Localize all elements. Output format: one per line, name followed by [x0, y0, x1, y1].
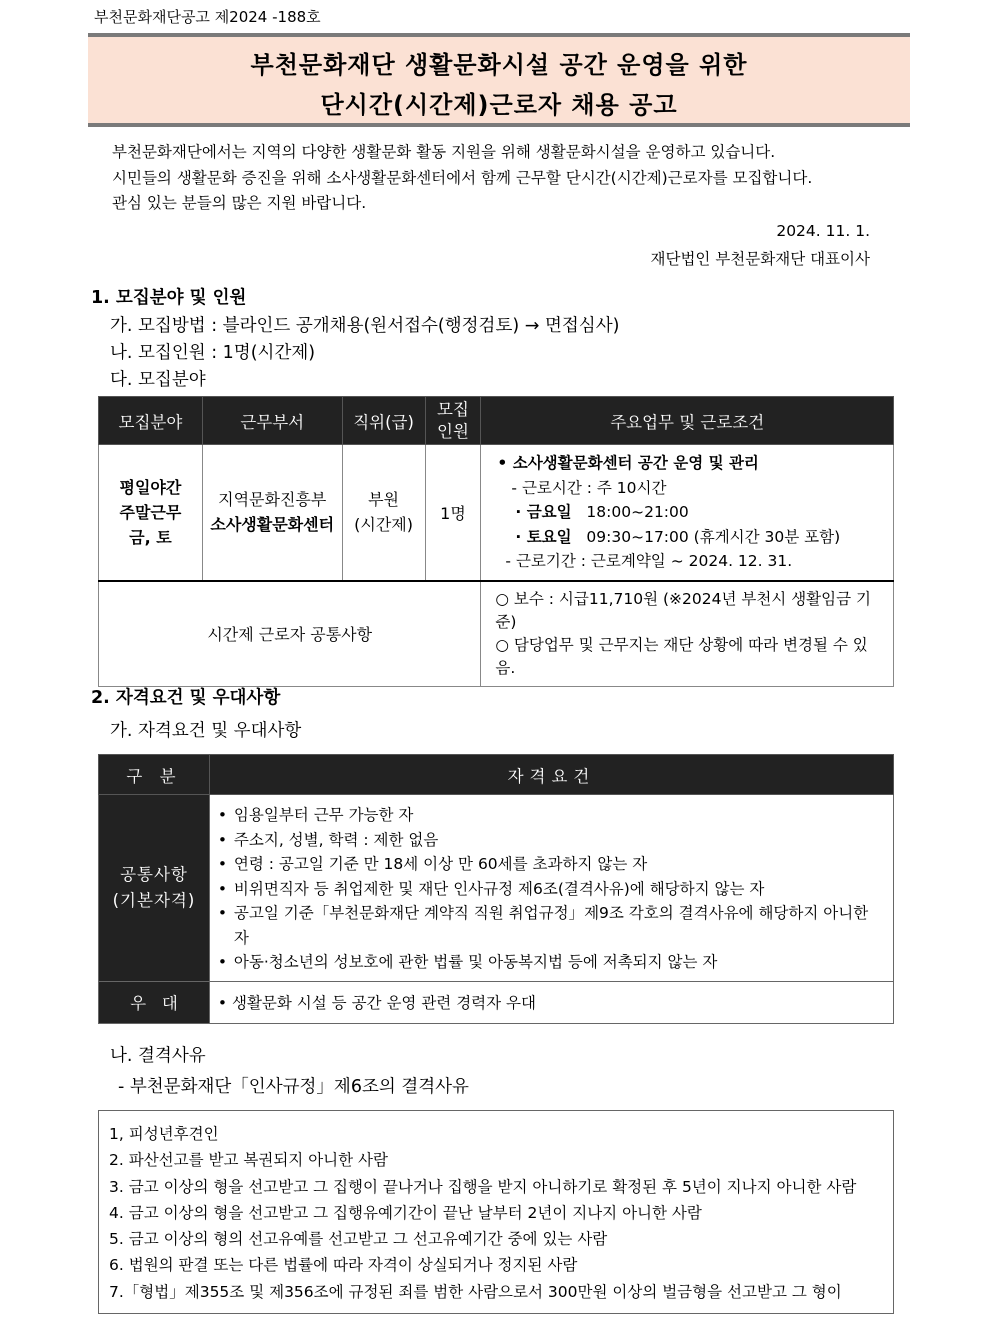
- col-header-position: 직위(급): [342, 397, 425, 445]
- title-line-2: 단시간(시간제)근로자 채용 공고: [320, 91, 678, 119]
- announcement-date: 2024. 11. 1.: [776, 222, 870, 240]
- preference-cell: • 생활문화 시설 등 공간 운영 관련 경력자 우대: [209, 981, 893, 1023]
- title-banner: [88, 33, 910, 127]
- disqualification-list: [98, 1110, 894, 1314]
- list-item: 1, 피성년후견인: [109, 1125, 219, 1143]
- preference-label: 우 대: [99, 981, 210, 1023]
- position-cell: 부원 (시간제): [342, 445, 425, 581]
- section-2-heading: 2. 자격요건 및 우대사항: [91, 688, 281, 708]
- table-header-row: [99, 755, 894, 795]
- list-item: 3. 금고 이상의 형을 선고받고 그 집행이 끝나거나 집행을 받지 아니하기로 확정된 후 5년이 지나지 아니한 사람: [109, 1177, 857, 1196]
- qualification-table: [98, 754, 894, 1024]
- col-header-field: 모집분야: [99, 397, 203, 445]
- requirements-cell: [209, 795, 893, 982]
- list-item: • 비위면직자 등 취업제한 및 재단 인사규정 제6조(결격사유)에 해당하지 않는 자: [218, 877, 885, 902]
- intro-paragraph: [112, 140, 888, 217]
- recruit-method: 가. 모집방법 : 블라인드 공개채용(원서접수(행정검토) → 면접심사): [110, 316, 620, 336]
- table-row: [99, 981, 894, 1023]
- list-item: 5. 금고 이상의 형의 선고유예를 선고받고 그 선고유예기간 중에 있는 사람: [109, 1230, 608, 1249]
- duties-cell: • 소사생활문화센터 공간 운영 및 관리 - 근로시간 : 주 10시간 · 금요일 18:00~21:00 · 토요일 09:30~17:00 (휴게시간 30분 포함) - 근로기간 : 근로계약일 ~ 2024. 12. 31.: [481, 445, 894, 581]
- recruit-field-table: [98, 396, 894, 687]
- notice-number: 부천문화재단공고 제2024 -188호: [94, 8, 321, 26]
- list-item: • 주소지, 성별, 학력 : 제한 없음: [218, 828, 885, 853]
- count-cell: 1명: [425, 445, 481, 581]
- list-item: 6. 법원의 판결 또는 다른 법률에 따라 자격이 상실되거나 정지된 사람: [109, 1256, 578, 1275]
- col-header-duties: 주요업무 및 근로조건: [481, 397, 894, 445]
- dept-cell: 지역문화진흥부 소사생활문화센터: [202, 445, 342, 581]
- table-row: [99, 795, 894, 982]
- intro-line: 관심 있는 분들의 많은 지원 바랍니다.: [112, 194, 367, 212]
- common-terms-cell: ○ 보수 : 시급11,710원 (※2024년 부천시 생활임금 기준) ○ 담당업무 및 근무지는 재단 상황에 따라 변경될 수 있음.: [481, 581, 894, 687]
- table-header-row: [99, 397, 894, 445]
- recruit-field-label: 다. 모집분야: [110, 370, 206, 390]
- recruit-count: 나. 모집인원 : 1명(시간제): [110, 343, 316, 363]
- title-line-1: 부천문화재단 생활문화시설 공간 운영을 위한: [250, 51, 748, 79]
- disqualification-label: 나. 결격사유: [110, 1046, 206, 1066]
- list-item: • 공고일 기준「부천문화재단 계약직 직원 취업규정」제9조 각호의 결격사유에 해당하지 아니한 자: [218, 901, 885, 950]
- col-header-requirements: 자격요건: [209, 755, 893, 795]
- list-item: 7.「형법」제355조 및 제356조에 규정된 죄를 범한 사람으로서 300만원 이상의 벌금형을 선고받고 그 형이: [109, 1282, 842, 1301]
- field-cell: 평일야간 주말근무 금, 토: [99, 445, 203, 581]
- list-item: • 연령 : 공고일 기준 만 18세 이상 만 60세를 초과하지 않는 자: [218, 852, 885, 877]
- qualification-label: 가. 자격요건 및 우대사항: [110, 721, 302, 741]
- common-terms-row: [99, 581, 894, 687]
- col-header-dept: 근무부서: [202, 397, 342, 445]
- list-item: 4. 금고 이상의 형을 선고받고 그 집행유예기간이 끝난 날부터 2년이 지나지 아니한 사람: [109, 1203, 702, 1222]
- table-row: [99, 445, 894, 581]
- list-item: 2. 파산선고를 받고 복권되지 아니한 사람: [109, 1151, 388, 1170]
- intro-line: 시민들의 생활문화 증진을 위해 소사생활문화센터에서 함께 근무할 단시간(시간제)근로자를 모집합니다.: [112, 168, 813, 187]
- col-header-category: 구 분: [99, 755, 210, 795]
- list-item: • 임용일부터 근무 가능한 자: [218, 803, 885, 828]
- signer: 재단법인 부천문화재단 대표이사: [650, 250, 870, 268]
- disqualification-rule-ref: - 부천문화재단「인사규정」제6조의 결격사유: [118, 1077, 469, 1097]
- intro-line: 부천문화재단에서는 지역의 다양한 생활문화 활동 지원을 위해 생활문화시설을 운영하고 있습니다.: [112, 143, 776, 161]
- common-qualification-label: 공통사항 (기본자격): [99, 795, 210, 982]
- col-header-count: 모집 인원: [425, 397, 481, 445]
- list-item: • 아동·청소년의 성보호에 관한 법률 및 아동복지법 등에 저촉되지 않는 자: [218, 950, 885, 975]
- section-1-heading: 1. 모집분야 및 인원: [91, 288, 247, 308]
- common-terms-label: 시간제 근로자 공통사항: [99, 581, 481, 687]
